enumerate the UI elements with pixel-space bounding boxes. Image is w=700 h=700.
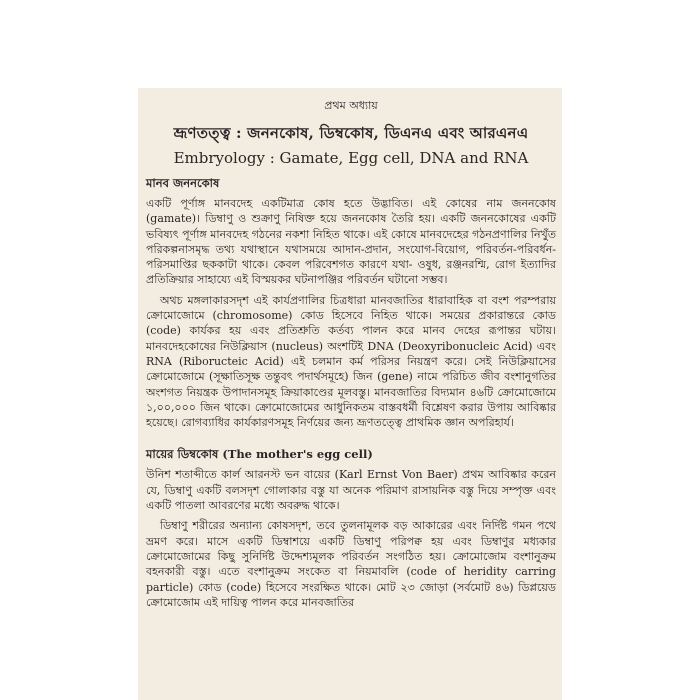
page-content bbox=[146, 96, 556, 610]
section-heading-egg-cell: মায়ের ডিম্বকোষ (The mother's egg cell) bbox=[146, 447, 373, 462]
paragraph: ডিম্বাণু শরীরের অন্যান্য কোষসদৃশ, তবে তুলনামূলক বড় আকারের এবং নির্দিষ্ট গমন পথে ভ্রমণ করে। মাসে একটি ডিম্বাশয়ে একটি ডিম্বাণু পরিপক্ব হয় এবং ডিম্বাণুর মধ্যকার ক্রোমোজোমের কিছু সুনির্দিষ্ট উদ্দেশ্যমূলক পরিবর্তন সংগঠিত হয়। ক্রোমোজোম বংশানুক্রম বহনকারী বস্তু। এতে বংশানুক্রম সংকেত বা নিয়মাবলি (code of heridity carring particle) কোড (code) হিসেবে সংরক্ষিত থাকে। মোট ২৩ জোড়া (সর্বমোট ৪৬) ডিপ্লয়েড ক্রোমোজোম এই দায়িত্ব পালন করে মানবজাতির bbox=[146, 519, 556, 609]
paragraph: অথচ মঙ্গলাকারসদৃশ এই কার্যপ্রণালির চিত্রধারা মানবজাতির ধারাবাহিক বা বংশ পরম্পরায় ক্রোমোজোমে (chromosome) কোড হিসেবে নিহিত থাকে। সময়ের প্রকারান্তরে কোড (code) কার্যকর হয় এবং প্রতিশ্রুতি কর্তব্য পালন করে মানব দেহের রূপান্তর ঘটায়। মানবদেহকোষের নিউক্লিয়াস (nucleus) অংশটিই DNA (Deoxyribonucleic Acid) এবং RNA (Riboructeic Acid) এই চলমান কর্ম পরিসর নিয়ন্ত্রণ করে। সেই নিউক্লিয়াসের ক্রোমোজোমে (সূক্ষাতিসূক্ষ তন্তুবৎ পদার্থসমূহে) জিন (gene) নামে পরিচিত জীব বংশানুগতির অংশগত নিয়ন্ত্রক উপাদানসমূহ ক্রিয়াকাণ্ডের মূলবস্তু। মানবজাতির বিদ্যমান ৪৬টি ক্রোমোজোমে ১,০০,০০০ জিন থাকে। ক্রোমোজোমের আধুনিকতম বাস্তবধর্মী বিশ্লেষণ করার উপায় আবিষ্কার হয়েছে। রোগব্যাধির কার্যকারণসমূহ নির্ণয়ের জন্য ভ্রূণতত্ত্বে প্রাথমিক জ্ঞান অপরিহার্য। bbox=[146, 293, 556, 430]
paragraph: উনিশ শতাব্দীতে কার্ল আরনস্ট ভন বায়ের (Karl Ernst Von Baer) প্রথম আবিষ্কার করেন যে, ডিম্বাণু একটি বলসদৃশ গোলাকার বস্তু যা অনেক পরিমাণ রাসায়নিক বস্তু দিয়ে সম্পৃক্ত এবং একটি পাতলা আবরণের মধ্যে অবরুদ্ধ থাকে। bbox=[146, 468, 556, 513]
paragraph: একটি পূর্ণাঙ্গ মানবদেহ একটিমাত্র কোষ হতে উদ্ভাবিত। এই কোষের নাম জননকোষ (gamate)। ডিম্বাণু ও শুক্রাণু নিষিক্ত হয়ে জননকোষ তৈরি হয়। একটি জননকোষের একটি ভবিষ্যৎ পূর্ণাঙ্গ মানবদেহ গঠনের নকশা নিহিত থাকে। এই কোষে মানবদেহের গঠনপ্রণালির নিখুঁত পরিকল্পনাসমৃদ্ধ তথ্য যথাস্থানে যথাসময়ে আদান-প্রদান, সংযোগ-বিয়োগ, পরিবর্তন-পরিবর্ধন-পরিসমাপ্তির ছককাটা থাকে। কেবল পরিবেশগত কারণে যথা- ওষুধ, রঞ্জনরশ্মি, রোগ ইত্যাদির প্রতিক্রিয়ার সাহায্যে এই বিস্ময়কর ঘটনাপঞ্জির পরিবর্তন ঘটানো সম্ভব। bbox=[146, 197, 556, 287]
chapter-title-bengali: ভ্রূণতত্ত্ব : জননকোষ, ডিম্বকোষ, ডিএনএ এবং আরএনএ bbox=[173, 124, 529, 142]
chapter-title-english: Embryology : Gamate, Egg cell, DNA and RNA bbox=[173, 149, 529, 167]
chapter-label: প্রথম অধ্যায় bbox=[324, 99, 378, 112]
section-heading-human-gamete: মানব জননকোষ bbox=[146, 176, 220, 190]
